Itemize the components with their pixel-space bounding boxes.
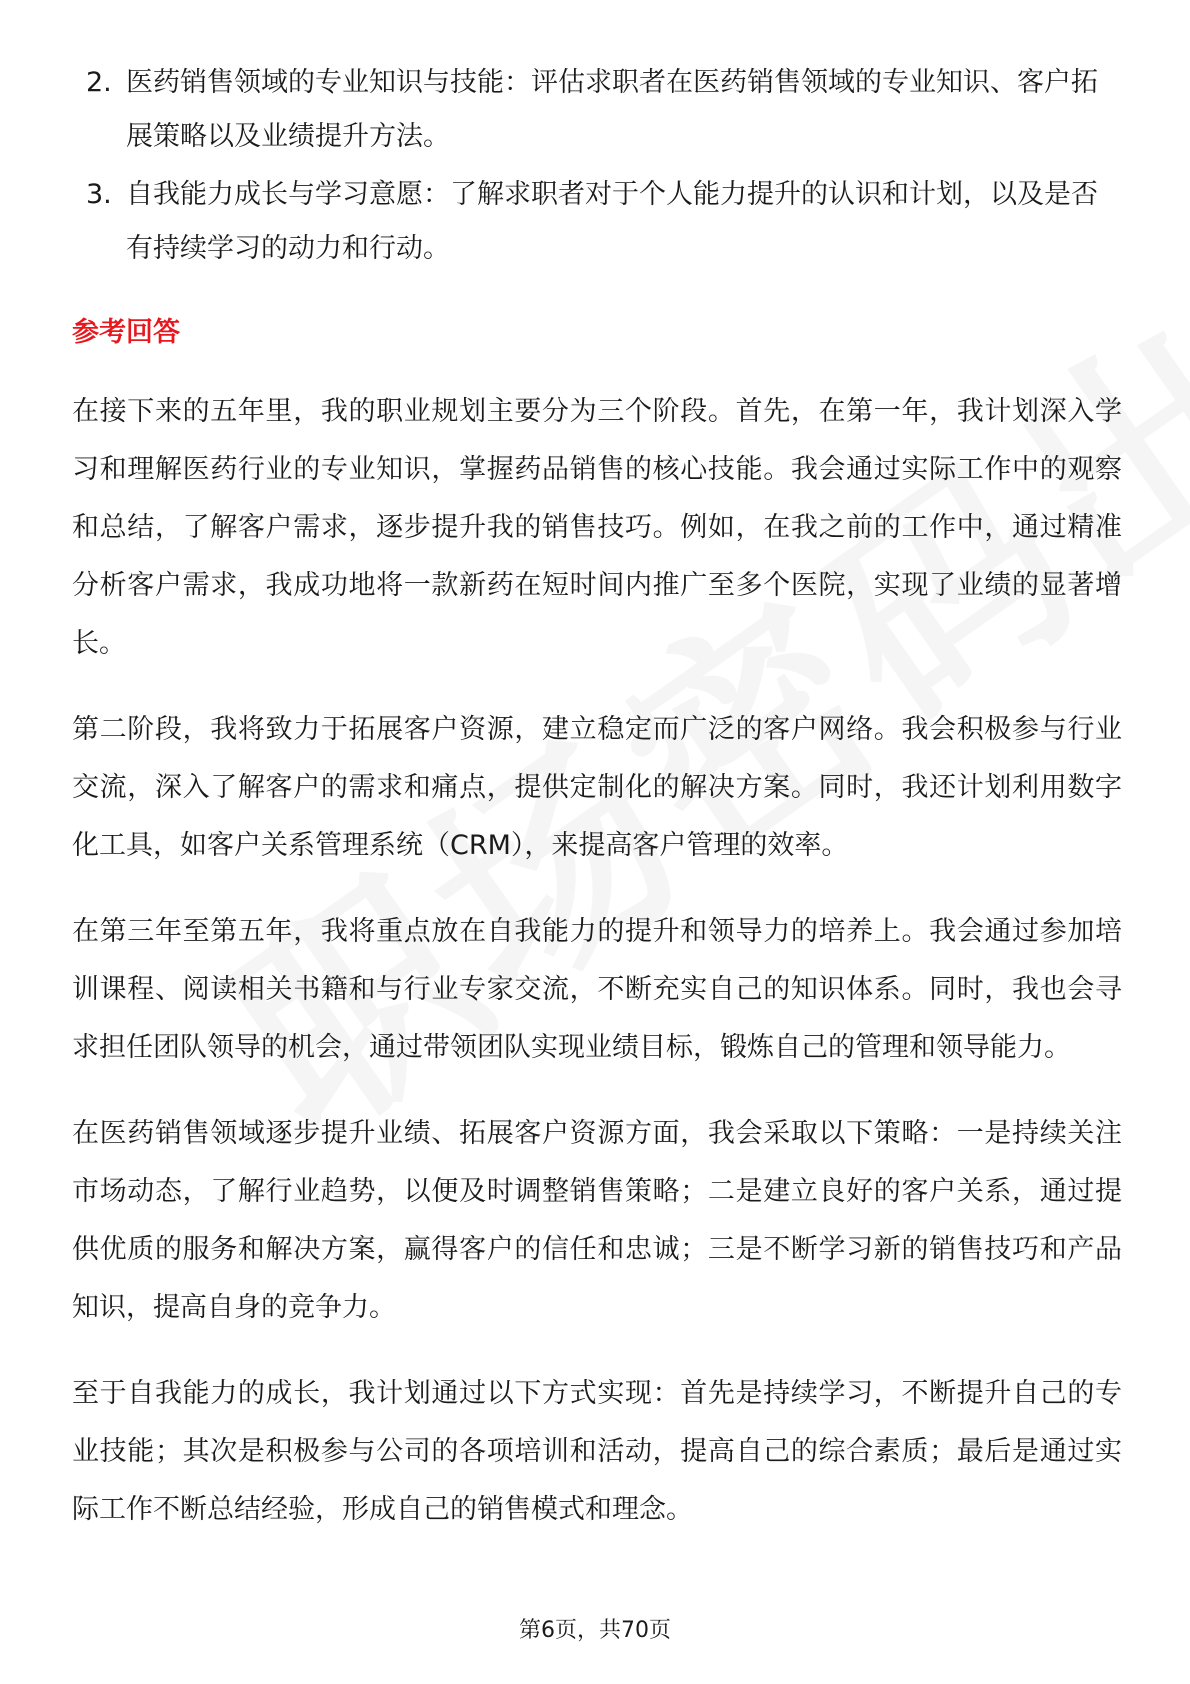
list-item xyxy=(72,56,1122,164)
section-title: 参考回答 xyxy=(72,317,180,348)
list-item-number: 3. xyxy=(86,179,112,210)
answer-paragraph: 至于自我能力的成长，我计划通过以下方式实现：首先是持续学习，不断提升自己的专业技能；其次是积极参与公司的各项培训和活动，提高自己的综合素质；最后是通过实际工作不断总结经验，形成自己的销售模式和理念。 xyxy=(72,1378,1122,1525)
list-item-text: 自我能力成长与学习意愿：了解求职者对于个人能力提升的认识和计划，以及是否有持续学习的动力和行动。 xyxy=(126,179,1098,264)
answer-body xyxy=(72,383,1122,1567)
answer-paragraph: 第二阶段，我将致力于拓展客户资源，建立稳定而广泛的客户网络。我会积极参与行业交流，深入了解客户的需求和痛点，提供定制化的解决方案。同时，我还计划利用数字化工具，如客户关系管理系统（CRM），来提高客户管理的效率。 xyxy=(72,714,1122,861)
answer-paragraph: 在第三年至第五年，我将重点放在自我能力的提升和领导力的培养上。我会通过参加培训课程、阅读相关书籍和与行业专家交流，不断充实自己的知识体系。同时，我也会寻求担任团队领导的机会，通过带领团队实现业绩目标，锻炼自己的管理和领导能力。 xyxy=(72,916,1122,1063)
criteria-list xyxy=(72,56,1122,280)
page-number: 第6页，共70页 xyxy=(519,1618,671,1643)
list-item xyxy=(72,168,1122,276)
answer-paragraph: 在接下来的五年里，我的职业规划主要分为三个阶段。首先，在第一年，我计划深入学习和理解医药行业的专业知识，掌握药品销售的核心技能。我会通过实际工作中的观察和总结，了解客户需求，逐步提升我的销售技巧。例如，在我之前的工作中，通过精准分析客户需求，我成功地将一款新药在短时间内推广至多个医院，实现了业绩的显著增长。 xyxy=(72,396,1122,659)
answer-paragraph: 在医药销售领域逐步提升业绩、拓展客户资源方面，我会采取以下策略：一是持续关注市场动态，了解行业趋势，以便及时调整销售策略；二是建立良好的客户关系，通过提供优质的服务和解决方案，赢得客户的信任和忠诚；三是不断学习新的销售技巧和产品知识，提高自身的竞争力。 xyxy=(72,1118,1122,1323)
list-item-text: 医药销售领域的专业知识与技能：评估求职者在医药销售领域的专业知识、客户拓展策略以及业绩提升方法。 xyxy=(126,67,1098,152)
list-item-number: 2. xyxy=(86,67,112,98)
